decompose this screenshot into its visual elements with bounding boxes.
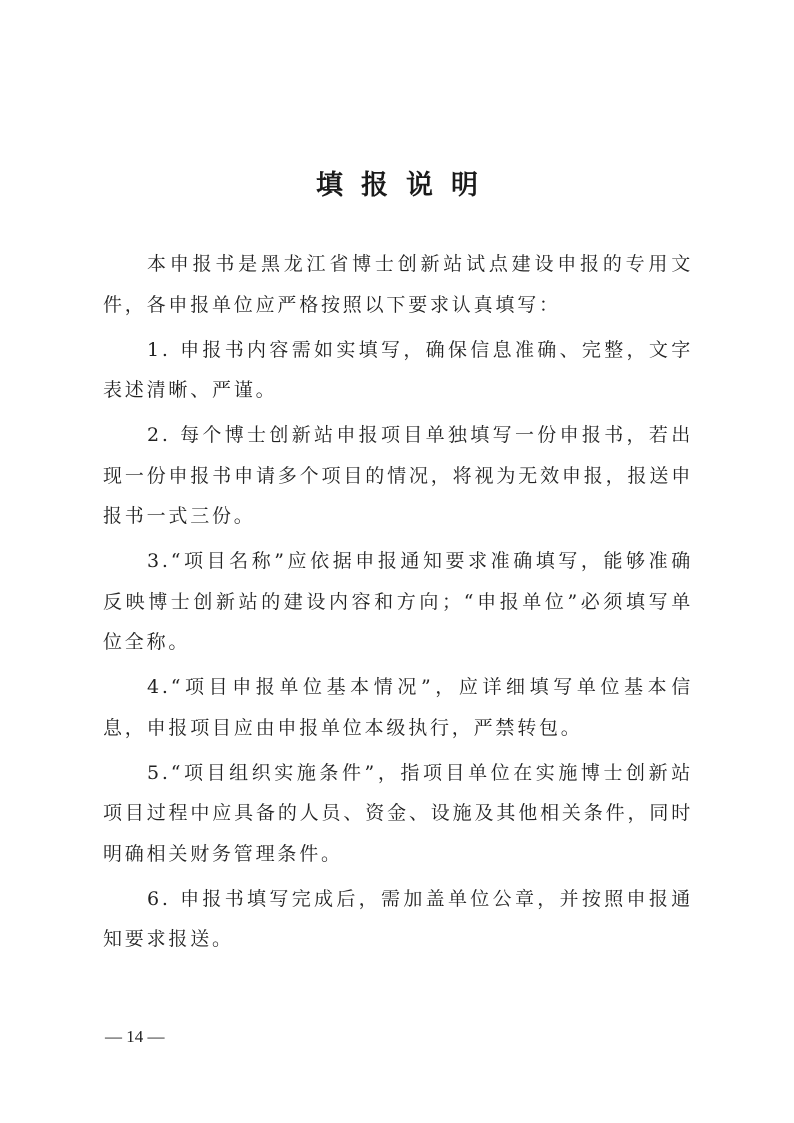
paragraph-item-5: 5.“项目组织实施条件”，指项目单位在实施博士创新站项目过程中应具备的人员、资金、设施及其他相关条件，同时明确相关财务管理条件。 <box>103 761 693 865</box>
paragraph-item-4: 4.“项目申报单位基本情况”，应详细填写单位基本信息，申报项目应由申报单位本级执行，严禁转包。 <box>103 676 693 739</box>
document-body <box>103 244 693 964</box>
paragraph-item-3: 3.“项目名称”应依据申报通知要求准确填写，能够准确反映博士创新站的建设内容和方向；“申报单位”必须填写单位全称。 <box>103 550 693 653</box>
page-title: 填报说明 <box>316 170 496 201</box>
page-number: — 14 — <box>105 1027 165 1046</box>
paragraph-item-6: 6. 申报书填写完成后，需加盖单位公章，并按照申报通知要求报送。 <box>103 887 693 950</box>
paragraph-intro: 本申报书是黑龙江省博士创新站试点建设申报的专用文件，各申报单位应严格按照以下要求认真填写： <box>103 253 693 316</box>
paragraph-item-1: 1. 申报书内容需如实填写，确保信息准确、完整，文字表述清晰、严谨。 <box>103 338 693 401</box>
paragraph-item-2: 2. 每个博士创新站申报项目单独填写一份申报书，若出现一份申报书申请多个项目的情况，将视为无效申报，报送申报书一式三份。 <box>103 424 693 527</box>
